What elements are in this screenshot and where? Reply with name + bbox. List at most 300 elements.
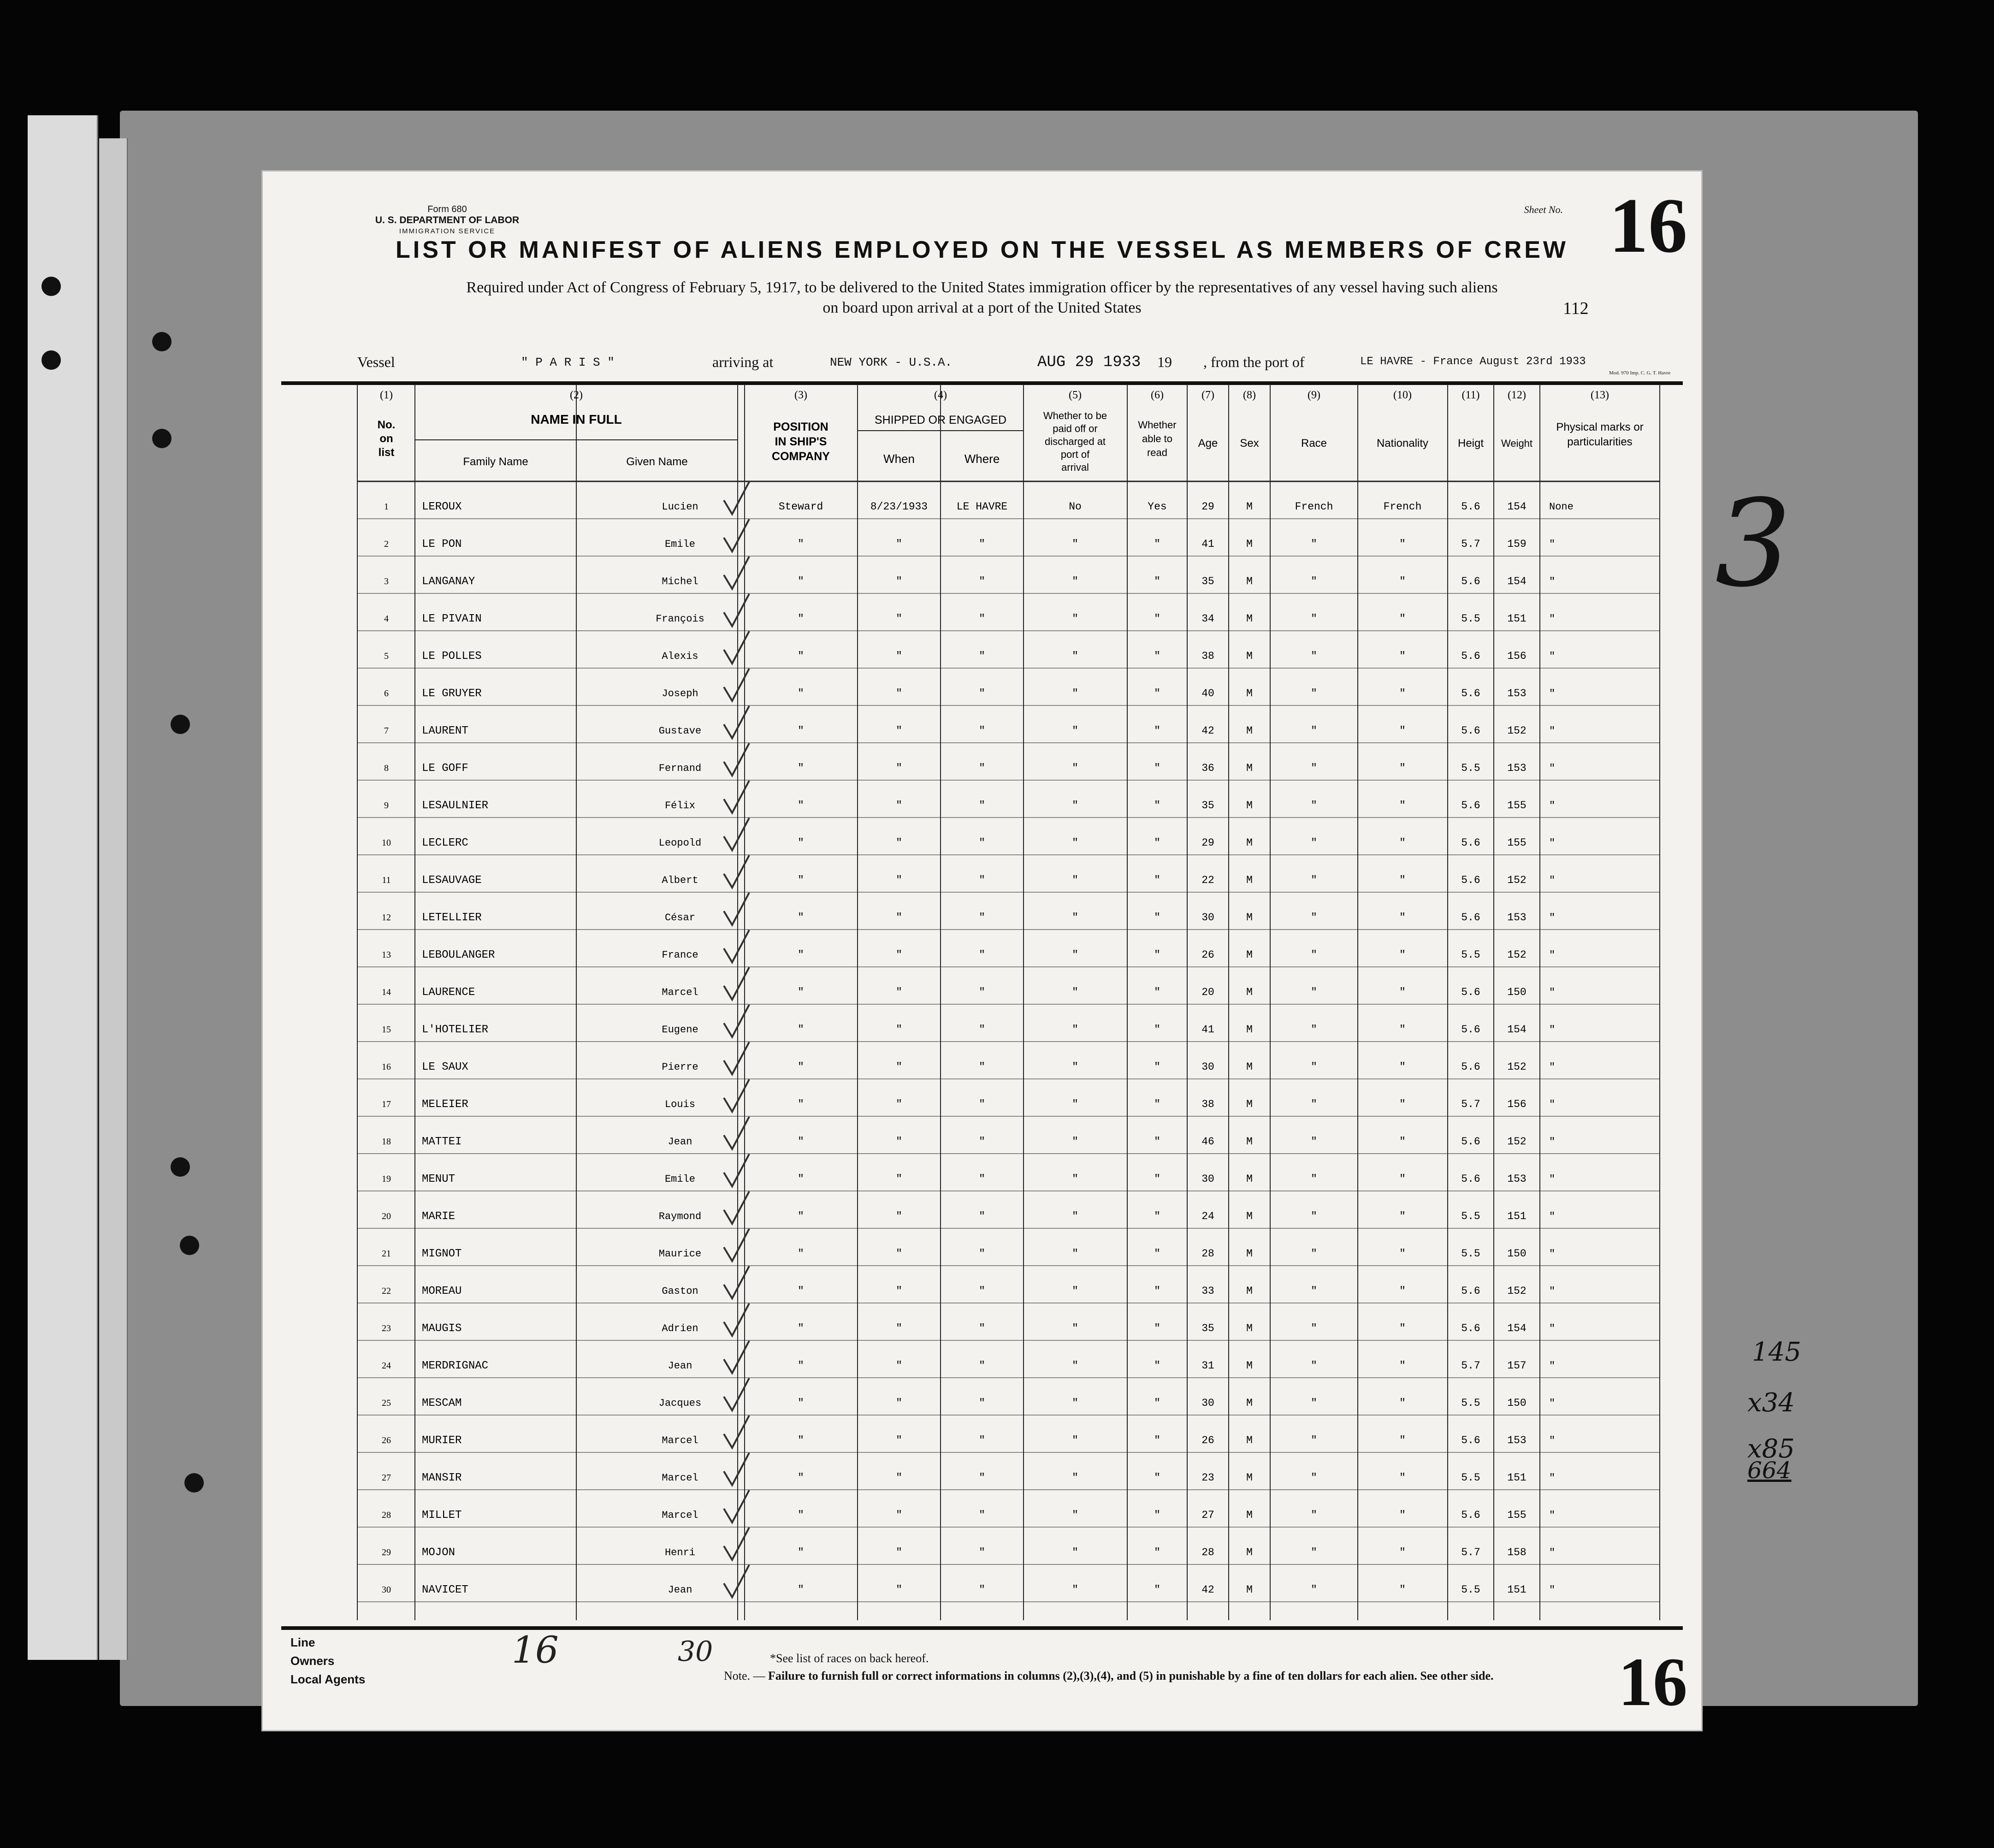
margin-handwritten-number: 3: [1715, 474, 1792, 614]
table-cell: ": [1311, 1546, 1317, 1558]
table-cell: ": [1072, 1322, 1078, 1334]
table-cell: M: [1246, 1285, 1253, 1297]
table-cell: ": [979, 1024, 985, 1036]
row-number-cell: 20: [382, 1211, 391, 1221]
binder-hole: [41, 350, 61, 370]
row-number-cell: 19: [382, 1174, 391, 1184]
table-cell: French: [1383, 501, 1422, 513]
table-cell: ": [1072, 1173, 1078, 1185]
row-number-cell: 18: [382, 1137, 391, 1147]
table-cell: 152: [1507, 949, 1527, 961]
table-cell: 41: [1201, 1024, 1214, 1036]
sheet-label: Sheet No.: [1524, 204, 1563, 215]
given-name-cell: Alexis: [662, 651, 698, 662]
given-name-cell: Fernand: [658, 763, 702, 774]
table-cell: 28: [1201, 1546, 1214, 1558]
table-cell: ": [1311, 1434, 1317, 1446]
check-mark-icon: [724, 1117, 749, 1149]
marks-cell: ": [1549, 1061, 1556, 1073]
header-name-in-full: NAME IN FULL: [531, 412, 622, 426]
note-label: Note. —: [724, 1669, 765, 1682]
table-cell: 151: [1507, 1472, 1527, 1484]
from-port-label: , from the port of: [1203, 354, 1305, 370]
column-number: (2): [570, 389, 583, 401]
table-cell: ": [1399, 1360, 1406, 1372]
check-mark-icon: [724, 1266, 749, 1298]
table-cell: ": [1072, 1397, 1078, 1409]
binding-strip: [28, 115, 98, 1660]
table-cell: ": [896, 1173, 902, 1185]
table-cell: ": [1072, 800, 1078, 811]
table-cell: ": [979, 949, 985, 961]
table-cell: ": [1311, 538, 1317, 550]
given-name-cell: Louis: [664, 1099, 696, 1110]
header-height: Heigt: [1457, 437, 1484, 450]
given-name-cell: Pierre: [662, 1061, 698, 1073]
family-name-cell: L'HOTELIER: [422, 1024, 489, 1036]
table-cell: ": [1154, 650, 1160, 662]
table-cell: 5.7: [1461, 1546, 1480, 1558]
form-header: [332, 204, 562, 237]
table-cell: ": [798, 725, 804, 737]
table-cell: ": [1311, 1061, 1317, 1073]
row-number-cell: 17: [382, 1099, 391, 1109]
table-cell: ": [1154, 1472, 1160, 1484]
row-number-cell: 29: [382, 1547, 391, 1558]
column-number: (10): [1393, 389, 1412, 401]
table-cell: ": [1311, 1098, 1317, 1110]
table-cell: 38: [1201, 1098, 1214, 1110]
header-position: COMPANY: [772, 450, 830, 463]
check-mark-icon: [724, 631, 749, 663]
table-cell: ": [979, 837, 985, 849]
header-position: POSITION: [773, 421, 828, 433]
table-cell: ": [1154, 1360, 1160, 1372]
table-cell: 5.6: [1461, 687, 1480, 699]
binder-hole: [180, 1236, 199, 1255]
table-cell: ": [798, 1248, 804, 1260]
family-name-cell: MATTEI: [422, 1136, 462, 1148]
family-name-cell: MURIER: [422, 1434, 462, 1447]
table-cell: ": [896, 1509, 902, 1521]
header-paid-off: arrival: [1061, 462, 1089, 473]
table-cell: ": [896, 613, 902, 625]
table-cell: ": [1154, 837, 1160, 849]
family-name-cell: MESCAM: [422, 1397, 462, 1410]
table-cell: 5.7: [1461, 1098, 1480, 1110]
table-cell: 8/23/1933: [870, 501, 928, 513]
vessel-name: " P A R I S ": [521, 355, 615, 369]
table-cell: ": [1072, 1434, 1078, 1446]
family-name-cell: LEBOULANGER: [422, 949, 495, 961]
table-cell: M: [1246, 1360, 1253, 1372]
family-name-cell: LE GOFF: [422, 762, 468, 775]
table-cell: ": [896, 912, 902, 924]
table-cell: 154: [1507, 1322, 1527, 1334]
column-number: (8): [1243, 389, 1256, 401]
table-cell: M: [1246, 949, 1253, 961]
given-name-cell: Henri: [664, 1547, 696, 1558]
table-cell: ": [1399, 800, 1406, 811]
table-cell: 5.6: [1461, 1061, 1480, 1073]
table-cell: ": [1154, 1322, 1160, 1334]
table-cell: ": [1399, 837, 1406, 849]
year-prefix: 19: [1157, 354, 1172, 370]
table-cell: ": [979, 613, 985, 625]
table-cell: 38: [1201, 650, 1214, 662]
table-cell: 5.5: [1461, 1210, 1480, 1222]
footer-handwritten-30: 30: [678, 1635, 713, 1668]
row-number-cell: 2: [384, 539, 389, 549]
table-cell: ": [979, 912, 985, 924]
table-cell: 5.6: [1461, 1024, 1480, 1036]
table-cell: M: [1246, 1322, 1253, 1334]
printer-note: Mod. 970 Imp. C. G. T. Havre: [1609, 370, 1671, 376]
arrival-port: NEW YORK - U.S.A.: [830, 355, 953, 369]
check-mark-icon: [724, 669, 749, 701]
given-name-cell: Marcel: [662, 987, 698, 998]
table-cell: 5.6: [1461, 501, 1480, 513]
column-number: (13): [1591, 389, 1609, 401]
table-cell: M: [1246, 687, 1253, 699]
table-cell: ": [1399, 725, 1406, 737]
table-cell: ": [1154, 575, 1160, 587]
table-cell: ": [1311, 1472, 1317, 1484]
marks-cell: ": [1549, 1136, 1556, 1148]
table-cell: 29: [1201, 837, 1214, 849]
table-cell: ": [798, 1098, 804, 1110]
table-cell: ": [1154, 1173, 1160, 1185]
marks-cell: ": [1549, 1323, 1556, 1334]
header-where: Where: [964, 452, 1000, 466]
table-cell: ": [1399, 538, 1406, 550]
row-number-cell: 13: [382, 950, 391, 960]
column-number: (12): [1508, 389, 1526, 401]
table-cell: 5.6: [1461, 575, 1480, 587]
table-cell: 31: [1201, 1360, 1214, 1372]
manifest-title: LIST OR MANIFEST OF ALIENS EMPLOYED ON THE VESSEL AS MEMBERS OF CREW: [396, 237, 1568, 263]
table-cell: ": [1154, 538, 1160, 550]
check-mark-icon: [724, 930, 749, 962]
row-number-cell: 25: [382, 1398, 391, 1408]
marks-cell: ": [1549, 1360, 1556, 1372]
table-cell: Yes: [1148, 501, 1167, 513]
table-cell: ": [1072, 874, 1078, 886]
table-cell: 152: [1507, 1285, 1527, 1297]
marks-cell: ": [1549, 576, 1556, 587]
row-number-cell: 5: [384, 651, 389, 661]
table-cell: ": [1311, 949, 1317, 961]
header-marks: particularities: [1567, 436, 1633, 448]
given-name-cell: Joseph: [662, 688, 698, 699]
table-cell: ": [896, 762, 902, 774]
table-cell: M: [1246, 1397, 1253, 1409]
table-cell: 151: [1507, 1210, 1527, 1222]
check-mark-icon: [724, 1079, 749, 1112]
marks-cell: ": [1549, 725, 1556, 737]
table-cell: M: [1246, 613, 1253, 625]
table-cell: ": [979, 762, 985, 774]
table-cell: ": [1072, 1136, 1078, 1148]
table-cell: ": [1399, 575, 1406, 587]
row-number-cell: 8: [384, 763, 389, 773]
given-name-cell: Marcel: [662, 1435, 698, 1446]
table-cell: ": [1311, 1248, 1317, 1260]
family-name-cell: MARIE: [422, 1210, 456, 1223]
marks-cell: ": [1549, 763, 1556, 774]
table-cell: ": [1154, 1210, 1160, 1222]
table-cell: ": [1311, 725, 1317, 737]
column-number: (3): [794, 389, 807, 401]
family-name-cell: LESAUVAGE: [422, 874, 482, 887]
manifest-sheet: [263, 172, 1701, 1730]
table-cell: 5.5: [1461, 949, 1480, 961]
table-cell: ": [979, 1322, 985, 1334]
table-cell: ": [896, 1322, 902, 1334]
service-name: IMMIGRATION SERVICE: [399, 227, 496, 235]
table-cell: M: [1246, 762, 1253, 774]
table-cell: ": [1072, 912, 1078, 924]
table-cell: LE HAVRE: [956, 501, 1008, 513]
table-cell: 30: [1201, 912, 1214, 924]
marks-cell: ": [1549, 1248, 1556, 1260]
table-cell: ": [1399, 613, 1406, 625]
table-cell: ": [896, 1210, 902, 1222]
family-name-cell: MENUT: [422, 1173, 456, 1185]
table-cell: M: [1246, 874, 1253, 886]
table-cell: ": [896, 874, 902, 886]
table-cell: ": [979, 687, 985, 699]
table-cell: ": [1154, 1136, 1160, 1148]
table-cell: ": [979, 650, 985, 662]
table-cell: 42: [1201, 725, 1214, 737]
given-name-cell: Jean: [668, 1584, 692, 1596]
table-cell: 22: [1201, 874, 1214, 886]
row-number-cell: 30: [382, 1585, 391, 1595]
table-cell: 150: [1507, 1397, 1527, 1409]
marks-cell: ": [1549, 1584, 1556, 1596]
table-cell: ": [896, 538, 902, 550]
given-name-cell: César: [664, 912, 696, 924]
table-cell: ": [798, 986, 804, 998]
family-name-cell: LE SAUX: [422, 1061, 468, 1073]
table-cell: ": [1072, 1098, 1078, 1110]
table-cell: ": [1311, 1322, 1317, 1334]
family-name-cell: LEROUX: [422, 501, 462, 513]
arriving-label: arriving at: [712, 354, 774, 370]
table-cell: 5.6: [1461, 1322, 1480, 1334]
table-cell: ": [798, 1360, 804, 1372]
table-cell: ": [1154, 613, 1160, 625]
table-cell: ": [1399, 1024, 1406, 1036]
table-cell: ": [1154, 1584, 1160, 1596]
table-cell: ": [1399, 1136, 1406, 1148]
line-label: Line: [290, 1635, 315, 1649]
check-mark-icon: [724, 855, 749, 888]
table-cell: ": [798, 575, 804, 587]
table-cell: ": [1311, 1173, 1317, 1185]
row-number-cell: 16: [382, 1062, 391, 1072]
row-number-cell: 21: [382, 1249, 391, 1259]
table-cell: ": [979, 575, 985, 587]
table-cell: ": [1154, 912, 1160, 924]
row-number-cell: 10: [382, 838, 391, 848]
binder-hole: [171, 1157, 190, 1177]
table-cell: ": [798, 874, 804, 886]
table-cell: ": [979, 1210, 985, 1222]
table-cell: 5.6: [1461, 800, 1480, 811]
family-name-cell: MANSIR: [422, 1472, 462, 1484]
table-cell: ": [979, 986, 985, 998]
table-cell: 5.6: [1461, 1434, 1480, 1446]
check-mark-icon: [724, 1528, 749, 1560]
given-name-cell: Maurice: [658, 1248, 702, 1260]
header-able-read: Whether: [1138, 419, 1177, 431]
table-cell: ": [1072, 1360, 1078, 1372]
header-marks: Physical marks or: [1556, 421, 1644, 433]
check-mark-icon: [724, 1005, 749, 1037]
table-cell: 154: [1507, 501, 1527, 513]
row-number-cell: 27: [382, 1473, 391, 1483]
family-name-cell: LECLERC: [422, 837, 468, 849]
check-mark-icon: [724, 781, 749, 813]
family-name-cell: LE GRUYER: [422, 687, 482, 700]
check-mark-icon: [724, 1490, 749, 1522]
marks-cell: ": [1549, 539, 1556, 550]
header-family-name: Family Name: [463, 456, 528, 468]
check-mark-icon: [724, 557, 749, 589]
table-cell: ": [1311, 762, 1317, 774]
table-cell: 5.6: [1461, 1509, 1480, 1521]
marks-cell: ": [1549, 1398, 1556, 1409]
header-race: Race: [1301, 437, 1327, 450]
table-cell: ": [1072, 1584, 1078, 1596]
family-name-cell: MAUGIS: [422, 1322, 462, 1335]
table-cell: M: [1246, 1509, 1253, 1521]
column-number: (9): [1308, 389, 1320, 401]
table-cell: ": [1154, 874, 1160, 886]
table-cell: 5.6: [1461, 912, 1480, 924]
table-cell: 24: [1201, 1210, 1214, 1222]
table-cell: ": [798, 1173, 804, 1185]
header-given-name: Given Name: [626, 456, 688, 468]
table-cell: ": [979, 1248, 985, 1260]
column-number: (7): [1201, 389, 1214, 401]
table-cell: 23: [1201, 1472, 1214, 1484]
row-number-cell: 26: [382, 1435, 391, 1445]
family-name-cell: LAURENCE: [422, 986, 475, 999]
table-cell: ": [1399, 1472, 1406, 1484]
vessel-label: Vessel: [357, 354, 395, 370]
family-name-cell: MERDRIGNAC: [422, 1360, 489, 1372]
row-number-cell: 24: [382, 1361, 391, 1371]
table-cell: ": [798, 1285, 804, 1297]
table-cell: 20: [1201, 986, 1214, 998]
table-cell: 40: [1201, 687, 1214, 699]
table-cell: ": [1154, 800, 1160, 811]
table-cell: ": [896, 1285, 902, 1297]
check-mark-icon: [724, 967, 749, 1000]
table-cell: 35: [1201, 575, 1214, 587]
table-cell: ": [1154, 687, 1160, 699]
marks-cell: ": [1549, 875, 1556, 886]
family-name-cell: MELEIER: [422, 1098, 468, 1111]
header-nationality: Nationality: [1376, 437, 1429, 450]
races-note: *See list of races on back hereof.: [770, 1652, 929, 1665]
header-no-on-list: on: [379, 432, 393, 445]
marks-cell: ": [1549, 949, 1556, 961]
table-cell: ": [1072, 1285, 1078, 1297]
table-cell: ": [1399, 1248, 1406, 1260]
manifest-table: [263, 385, 1701, 1629]
given-name-cell: Albert: [662, 875, 698, 886]
binder-hole: [184, 1473, 204, 1493]
table-cell: ": [1311, 1509, 1317, 1521]
table-cell: ": [1072, 1210, 1078, 1222]
column-number: (6): [1151, 389, 1164, 401]
table-cell: 5.6: [1461, 650, 1480, 662]
row-number-cell: 28: [382, 1510, 391, 1520]
table-cell: M: [1246, 1210, 1253, 1222]
table-cell: ": [979, 1472, 985, 1484]
table-cell: 36: [1201, 762, 1214, 774]
table-cell: 151: [1507, 1584, 1527, 1596]
table-cell: 153: [1507, 1434, 1527, 1446]
table-cell: M: [1246, 1136, 1253, 1148]
table-cell: 5.6: [1461, 837, 1480, 849]
table-cell: ": [1399, 1173, 1406, 1185]
table-cell: 5.5: [1461, 1397, 1480, 1409]
given-name-cell: Jean: [668, 1360, 692, 1372]
footer-handwritten-16: 16: [512, 1629, 559, 1671]
table-cell: ": [979, 1285, 985, 1297]
sheet-number: 16: [1609, 182, 1687, 269]
family-name-cell: MOJON: [422, 1546, 456, 1559]
table-cell: ": [798, 613, 804, 625]
table-cell: ": [1072, 725, 1078, 737]
header-paid-off: paid off or: [1053, 423, 1098, 434]
table-cell: ": [1072, 1546, 1078, 1558]
table-cell: ": [1072, 1248, 1078, 1260]
subtitle-line-1: Required under Act of Congress of February 5, 1917, to be delivered to the United States immigration officer by the representatives of any vessel having such aliens: [466, 279, 1498, 296]
stamp-number: 112: [1563, 299, 1589, 318]
marks-cell: ": [1549, 987, 1556, 998]
column-number: (5): [1069, 389, 1082, 401]
table-cell: ": [1072, 986, 1078, 998]
check-mark-icon: [724, 519, 749, 551]
table-cell: M: [1246, 1061, 1253, 1073]
table-cell: ": [1154, 1546, 1160, 1558]
table-cell: 35: [1201, 800, 1214, 811]
table-cell: M: [1246, 1098, 1253, 1110]
table-cell: ": [1072, 837, 1078, 849]
table-cell: 42: [1201, 1584, 1214, 1596]
arrival-date-stamp: AUG 29 1933: [1037, 354, 1141, 371]
binder-hole: [152, 332, 172, 351]
column-number: (11): [1461, 389, 1480, 401]
table-cell: ": [1399, 986, 1406, 998]
table-cell: ": [1072, 1024, 1078, 1036]
table-cell: ": [798, 1397, 804, 1409]
table-cell: M: [1246, 575, 1253, 587]
table-cell: 151: [1507, 613, 1527, 625]
table-cell: ": [1072, 538, 1078, 550]
table-cell: ": [1154, 1248, 1160, 1260]
family-name-cell: LANGANAY: [422, 575, 475, 588]
row-number-cell: 7: [384, 726, 389, 736]
table-cell: 153: [1507, 912, 1527, 924]
table-cell: ": [1399, 687, 1406, 699]
